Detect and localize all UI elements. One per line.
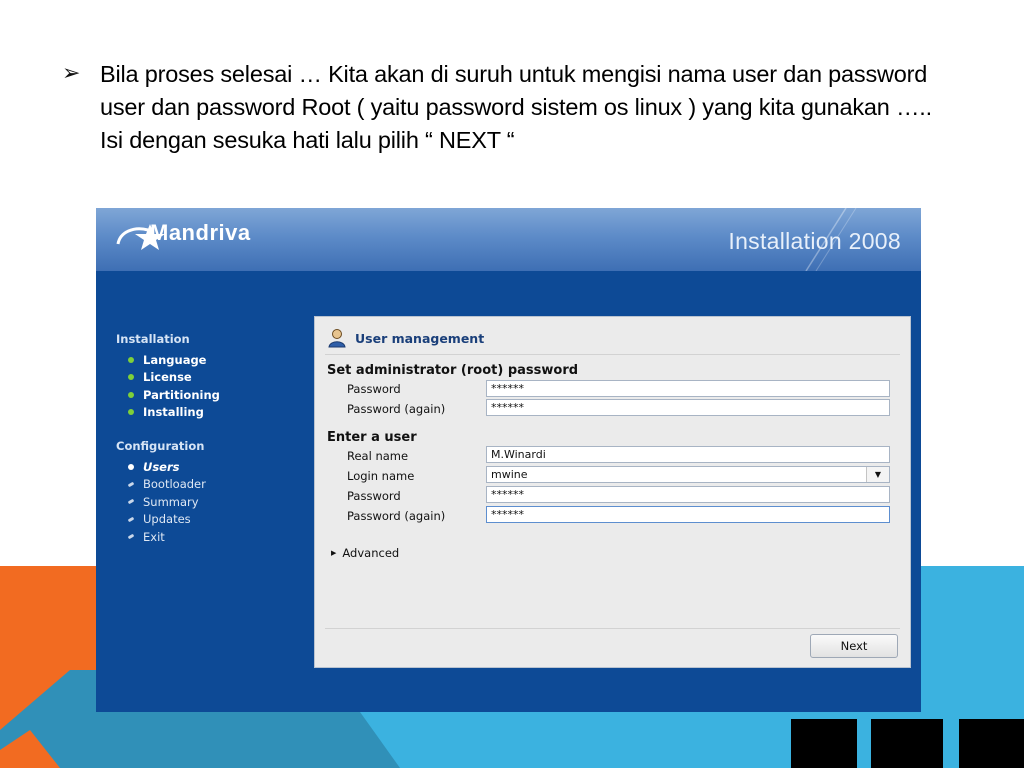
step-done-icon [128,374,134,380]
step-done-icon [128,409,134,415]
divider [325,354,900,355]
step-pending-icon [128,534,135,540]
sidebar-item-language: Language [116,351,306,369]
sidebar-item-partitioning: Partitioning [116,386,306,404]
sidebar-item-license: License [116,369,306,387]
login-name-combobox[interactable] [486,466,890,483]
user-password-input[interactable]: ****** [486,486,890,503]
login-name-value: mwine [491,468,528,481]
user-password-label: Password [347,489,401,503]
advanced-expander[interactable] [331,546,399,560]
installer-window [96,208,921,712]
advanced-label: Advanced [342,546,400,560]
user-management-panel [314,316,911,668]
bullet-text: Bila proses selesai … Kita akan di suruh untuk mengisi nama user dan password user dan password Root ( yaitu password sistem os linux ) yang kita gunakan ….. Isi dengan sesuka hati lalu pilih “ NEXT “ [100,61,932,153]
dropdown-arrow-icon[interactable]: ▼ [866,467,889,482]
nav-box-3[interactable] [959,719,1024,768]
sidebar-item-summary: Summary [116,493,306,511]
real-name-input[interactable]: M.Winardi [486,446,890,463]
sidebar-section-configuration: Configuration [116,439,205,453]
nav-box-1[interactable] [791,719,857,768]
user-icon [327,328,347,348]
mandriva-logo-text: Mandriva [150,220,251,245]
root-password-heading: Set administrator (root) password [327,363,579,378]
step-current-icon [128,464,134,470]
next-button[interactable]: Next [810,634,898,658]
enter-user-heading: Enter a user [327,430,417,445]
step-done-icon [128,357,134,363]
root-password-again-input[interactable]: ****** [486,399,890,416]
root-password-again-label: Password (again) [347,402,446,416]
nav-box-2[interactable] [871,719,943,768]
sidebar-section-installation: Installation [116,332,190,346]
step-pending-icon [128,499,135,505]
installer-header [96,208,921,271]
sidebar-item-users: Users [116,458,306,476]
login-name-label: Login name [347,469,415,483]
sidebar-item-exit: Exit [116,528,306,546]
panel-header [327,327,484,349]
arrow-bullet-icon: ➢ [62,60,81,85]
panel-title: User management [355,330,485,346]
real-name-label: Real name [347,449,409,463]
sidebar-item-bootloader: Bootloader [116,476,306,494]
user-password-again-input[interactable]: ****** [486,506,890,523]
installation-title: Installation 2008 [728,228,901,254]
sidebar-item-updates: Updates [116,511,306,529]
step-pending-icon [128,516,135,522]
root-password-input[interactable]: ****** [486,380,890,397]
step-done-icon [128,392,134,398]
user-password-again-label: Password (again) [347,509,446,523]
step-pending-icon [128,481,135,487]
divider [325,628,900,629]
root-password-label: Password [347,382,401,396]
sidebar-item-installing: Installing [116,404,306,422]
expand-triangle-icon: ▶ [331,549,337,557]
installer-steps-sidebar [116,332,306,546]
